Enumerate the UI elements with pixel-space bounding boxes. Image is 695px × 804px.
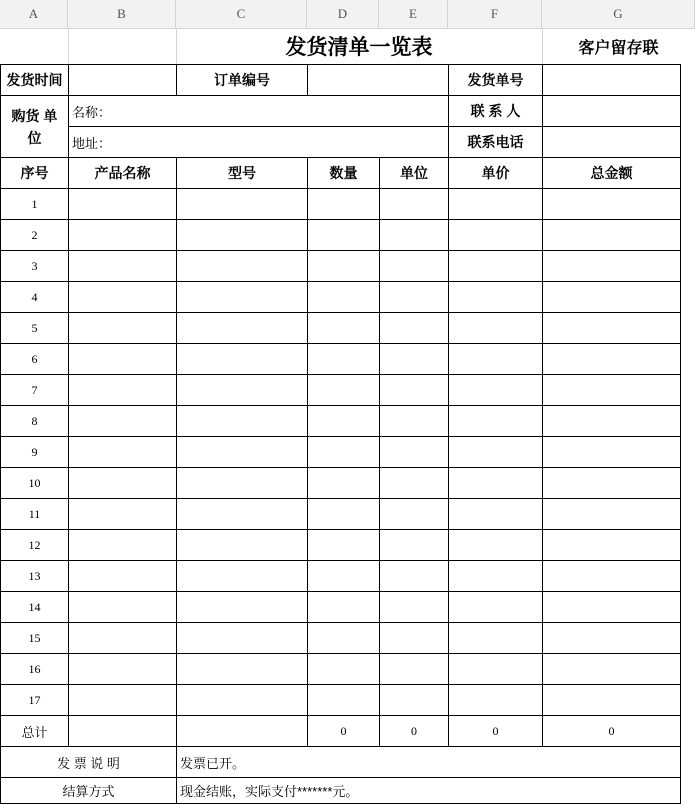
row-seq-cell[interactable]: 13: [0, 560, 69, 592]
row-cell[interactable]: [542, 653, 681, 685]
row-cell[interactable]: [448, 684, 543, 716]
column-header-f[interactable]: F: [448, 0, 542, 28]
row-cell[interactable]: [68, 684, 177, 716]
col-header-price[interactable]: 单价: [448, 157, 543, 189]
row-seq-cell[interactable]: 14: [0, 591, 69, 623]
row-cell[interactable]: [68, 188, 177, 220]
row-cell[interactable]: [379, 684, 449, 716]
row-cell[interactable]: [68, 436, 177, 468]
order-no-value[interactable]: [307, 64, 449, 96]
row-cell[interactable]: [448, 653, 543, 685]
row-cell[interactable]: [448, 281, 543, 313]
buyer-name-field[interactable]: 名称：: [68, 95, 449, 127]
row-cell[interactable]: [307, 467, 380, 499]
row-cell[interactable]: [542, 591, 681, 623]
row-cell[interactable]: [448, 436, 543, 468]
buyer-label-line2: 位: [27, 129, 42, 146]
row-cell[interactable]: [448, 250, 543, 282]
row-seq-cell[interactable]: 6: [0, 343, 69, 375]
row-cell[interactable]: [176, 343, 308, 375]
row-cell[interactable]: [68, 498, 177, 530]
row-cell[interactable]: [68, 560, 177, 592]
row-cell[interactable]: [307, 591, 380, 623]
row-cell[interactable]: [379, 467, 449, 499]
total-amount[interactable]: 0: [542, 715, 681, 747]
column-header-d[interactable]: D: [307, 0, 379, 28]
total-model[interactable]: [176, 715, 308, 747]
row-cell[interactable]: [448, 467, 543, 499]
row-cell[interactable]: [307, 405, 380, 437]
row-seq-cell[interactable]: 4: [0, 281, 69, 313]
total-product[interactable]: [68, 715, 177, 747]
row-cell[interactable]: [307, 498, 380, 530]
row-cell[interactable]: [542, 684, 681, 716]
row-seq-cell[interactable]: 8: [0, 405, 69, 437]
row-cell[interactable]: [68, 219, 177, 251]
row-cell[interactable]: [379, 374, 449, 406]
copy-tag[interactable]: 客户留存联: [578, 39, 659, 57]
row-cell[interactable]: [448, 405, 543, 437]
row-cell[interactable]: [307, 684, 380, 716]
row-cell[interactable]: [542, 281, 681, 313]
row-seq-cell[interactable]: 1: [0, 188, 69, 220]
row-cell[interactable]: [176, 560, 308, 592]
row-seq-cell[interactable]: 7: [0, 374, 69, 406]
row-cell[interactable]: [176, 467, 308, 499]
row-cell[interactable]: [176, 312, 308, 344]
row-seq-cell[interactable]: 11: [0, 498, 69, 530]
invoice-value[interactable]: 发票已开。: [176, 746, 681, 778]
contact-value[interactable]: [542, 95, 681, 127]
row-cell[interactable]: [379, 250, 449, 282]
column-header-e[interactable]: E: [379, 0, 448, 28]
row-cell[interactable]: [68, 374, 177, 406]
ship-no-label[interactable]: 发货单号: [448, 64, 543, 96]
row-cell[interactable]: [307, 312, 380, 344]
row-cell[interactable]: [176, 684, 308, 716]
row-cell[interactable]: [379, 343, 449, 375]
row-cell[interactable]: [68, 312, 177, 344]
row-cell[interactable]: [379, 591, 449, 623]
row-seq-cell[interactable]: 12: [0, 529, 69, 561]
row-cell[interactable]: [448, 498, 543, 530]
row-cell[interactable]: [176, 281, 308, 313]
row-cell[interactable]: [379, 405, 449, 437]
row-cell[interactable]: [176, 405, 308, 437]
column-header-g[interactable]: G: [542, 0, 695, 28]
row-seq-cell[interactable]: 15: [0, 622, 69, 654]
row-cell[interactable]: [379, 188, 449, 220]
row-cell[interactable]: [542, 250, 681, 282]
row-cell[interactable]: [176, 622, 308, 654]
row-cell[interactable]: [448, 529, 543, 561]
row-cell[interactable]: [379, 622, 449, 654]
row-cell[interactable]: [448, 343, 543, 375]
col-header-qty[interactable]: 数量: [307, 157, 380, 189]
row-cell[interactable]: [68, 343, 177, 375]
spreadsheet-sheet: [0, 28, 695, 804]
row-cell[interactable]: [448, 219, 543, 251]
row-cell[interactable]: [307, 653, 380, 685]
row-cell[interactable]: [68, 591, 177, 623]
row-cell[interactable]: [448, 591, 543, 623]
row-cell[interactable]: [542, 188, 681, 220]
order-no-label[interactable]: 订单编号: [176, 64, 308, 96]
sheet-title[interactable]: 发货清单一览表: [285, 35, 433, 59]
row-cell[interactable]: [176, 591, 308, 623]
row-cell[interactable]: [176, 498, 308, 530]
row-cell[interactable]: [176, 250, 308, 282]
settlement-label[interactable]: 结算方式: [0, 777, 177, 804]
invoice-label[interactable]: 发 票 说 明: [0, 746, 177, 778]
column-header-a[interactable]: A: [0, 0, 68, 28]
row-cell[interactable]: [379, 498, 449, 530]
row-cell[interactable]: [307, 219, 380, 251]
row-cell[interactable]: [307, 622, 380, 654]
row-cell[interactable]: [379, 436, 449, 468]
row-cell[interactable]: [542, 219, 681, 251]
row-cell[interactable]: [542, 374, 681, 406]
row-cell[interactable]: [542, 622, 681, 654]
row-cell[interactable]: [176, 653, 308, 685]
row-seq-cell[interactable]: 10: [0, 467, 69, 499]
row-cell[interactable]: [68, 467, 177, 499]
total-qty[interactable]: 0: [307, 715, 380, 747]
contact-label[interactable]: 联 系 人: [448, 95, 543, 127]
row-seq-cell[interactable]: 17: [0, 684, 69, 716]
row-cell[interactable]: [307, 250, 380, 282]
col-header-model[interactable]: 型号: [176, 157, 308, 189]
row-cell[interactable]: [448, 312, 543, 344]
col-header-seq[interactable]: 序号: [0, 157, 69, 189]
buyer-label[interactable]: [0, 95, 69, 158]
column-header-b[interactable]: B: [68, 0, 176, 28]
row-cell[interactable]: [176, 219, 308, 251]
col-header-amount[interactable]: 总金额: [542, 157, 681, 189]
phone-value[interactable]: [542, 126, 681, 158]
row-cell[interactable]: [307, 436, 380, 468]
row-cell[interactable]: [379, 219, 449, 251]
row-cell[interactable]: [68, 653, 177, 685]
col-header-product[interactable]: 产品名称: [68, 157, 177, 189]
row-seq-cell[interactable]: 16: [0, 653, 69, 685]
row-cell[interactable]: [542, 436, 681, 468]
row-cell[interactable]: [307, 343, 380, 375]
total-unit[interactable]: 0: [379, 715, 449, 747]
row-cell[interactable]: [68, 622, 177, 654]
row-cell[interactable]: [542, 498, 681, 530]
row-cell[interactable]: [307, 529, 380, 561]
row-cell[interactable]: [379, 560, 449, 592]
row-cell[interactable]: [307, 374, 380, 406]
row-cell[interactable]: [68, 281, 177, 313]
row-cell[interactable]: [542, 405, 681, 437]
row-cell[interactable]: [307, 188, 380, 220]
row-cell[interactable]: [176, 188, 308, 220]
row-seq-cell[interactable]: 3: [0, 250, 69, 282]
row-cell[interactable]: [379, 281, 449, 313]
row-cell[interactable]: [176, 436, 308, 468]
column-header-c[interactable]: C: [176, 0, 307, 28]
phone-label[interactable]: 联系电话: [448, 126, 543, 158]
row-cell[interactable]: [307, 560, 380, 592]
row-cell[interactable]: [307, 281, 380, 313]
buyer-address-field[interactable]: 地址：: [68, 126, 449, 158]
col-header-unit[interactable]: 单位: [379, 157, 449, 189]
row-cell[interactable]: [542, 529, 681, 561]
row-cell[interactable]: [448, 560, 543, 592]
row-cell[interactable]: [448, 622, 543, 654]
ship-time-value[interactable]: [68, 64, 177, 96]
total-label[interactable]: 总计: [0, 715, 69, 747]
row-cell[interactable]: [176, 529, 308, 561]
settlement-value[interactable]: 现金结账，实际支付*******元。: [176, 777, 681, 804]
row-cell[interactable]: [448, 374, 543, 406]
row-cell[interactable]: [68, 250, 177, 282]
ship-no-value[interactable]: [542, 64, 681, 96]
buyer-label-line1: 购货 单: [11, 107, 58, 124]
column-header-bar: [0, 0, 695, 29]
row-cell[interactable]: [68, 405, 177, 437]
row-cell[interactable]: [448, 188, 543, 220]
row-cell[interactable]: [68, 529, 177, 561]
row-cell[interactable]: [379, 653, 449, 685]
row-cell[interactable]: [542, 467, 681, 499]
total-price[interactable]: 0: [448, 715, 543, 747]
row-cell[interactable]: [379, 312, 449, 344]
row-cell[interactable]: [379, 529, 449, 561]
ship-time-label[interactable]: 发货时间: [0, 64, 69, 96]
row-cell[interactable]: [542, 343, 681, 375]
gridline: [68, 28, 69, 64]
row-cell[interactable]: [542, 312, 681, 344]
row-seq-cell[interactable]: 2: [0, 219, 69, 251]
row-seq-cell[interactable]: 9: [0, 436, 69, 468]
row-cell[interactable]: [176, 374, 308, 406]
row-cell[interactable]: [542, 560, 681, 592]
row-seq-cell[interactable]: 5: [0, 312, 69, 344]
